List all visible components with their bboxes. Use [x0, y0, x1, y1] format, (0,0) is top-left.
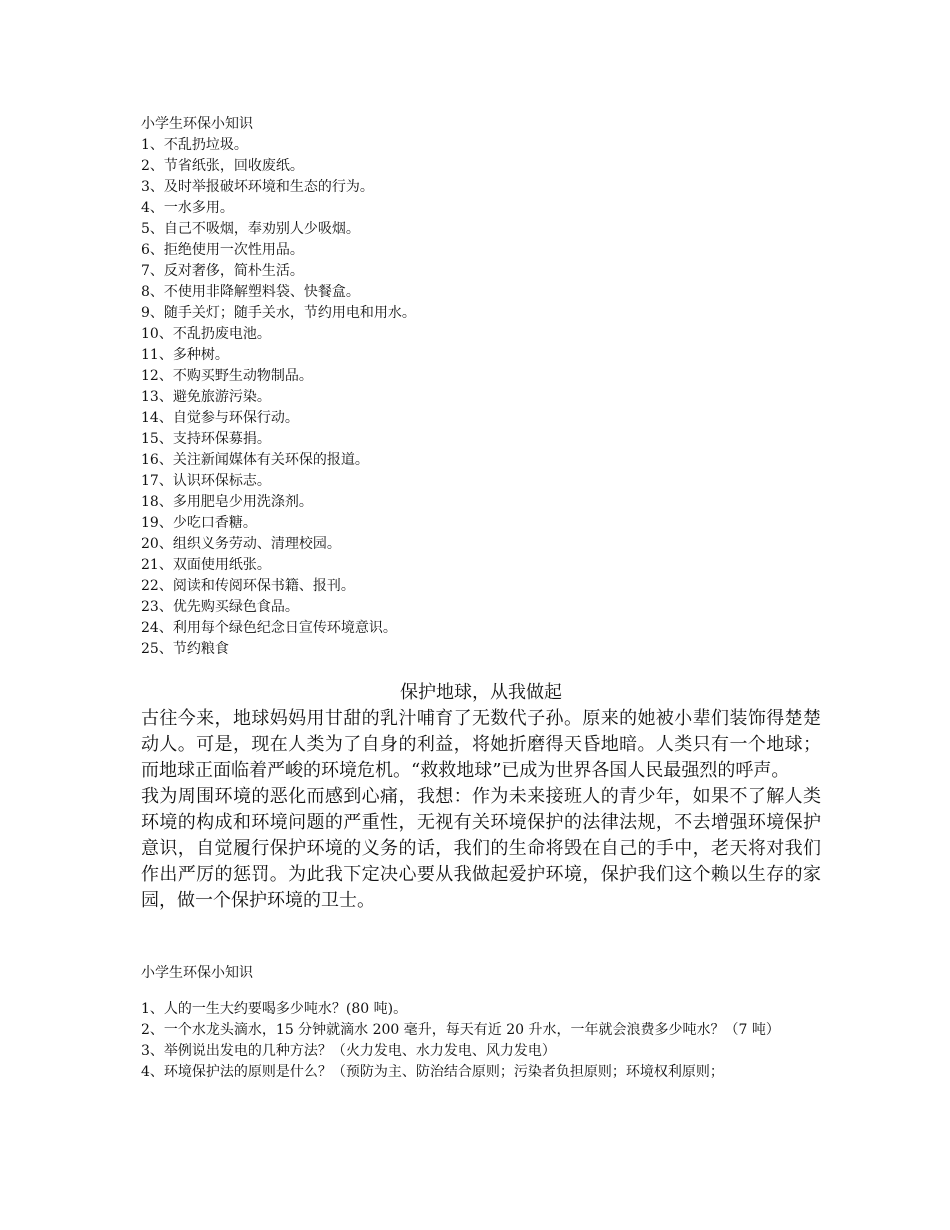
qa-title: 小学生环保小知识 [141, 965, 253, 981]
tip-item: 3、及时举报破坏环境和生态的行为。 [141, 179, 374, 195]
tip-item: 24、利用每个绿色纪念日宣传环境意识。 [141, 620, 397, 636]
tip-item: 6、拒绝使用一次性用品。 [141, 242, 304, 258]
tip-item: 1、不乱扔垃圾。 [141, 137, 248, 153]
qa-item: 4、环境保护法的原则是什么？（预防为主、防治结合原则；污染者负担原则；环境权利原则； [141, 1064, 724, 1080]
qa-item: 3、举例说出发电的几种方法？（火力发电、水力发电、风力发电） [141, 1043, 556, 1059]
essay-section [141, 680, 821, 914]
tip-item: 9、随手关灯；随手关水，节约用电和用水。 [141, 305, 416, 321]
tip-item: 8、不使用非降解塑料袋、快餐盒。 [141, 284, 360, 300]
tip-item: 21、双面使用纸张。 [141, 557, 271, 573]
tip-item: 20、组织义务劳动、清理校园。 [141, 536, 341, 552]
tip-item: 18、多用肥皂少用洗涤剂。 [141, 494, 313, 510]
tip-item: 4、一水多用。 [141, 200, 234, 216]
tip-item: 25、节约粮食 [141, 641, 229, 657]
tip-item: 13、避免旅游污染。 [141, 389, 271, 405]
qa-item: 2、一个水龙头滴水，15 分钟就滴水 200 毫升，每天有近 20 升水，一年就会浪费多少吨水？（7 吨） [141, 1022, 780, 1038]
tip-item: 14、自觉参与环保行动。 [141, 410, 299, 426]
tips-section [141, 114, 821, 660]
tip-item: 23、优先购买绿色食品。 [141, 599, 299, 615]
tips-title: 小学生环保小知识 [141, 116, 253, 132]
essay-title: 保护地球，从我做起 [400, 682, 562, 703]
qa-section [141, 963, 821, 1083]
tip-item: 10、不乱扔废电池。 [141, 326, 271, 342]
tip-item: 12、不购买野生动物制品。 [141, 368, 313, 384]
tip-item: 15、支持环保募捐。 [141, 431, 271, 447]
tip-item: 16、关注新闻媒体有关环保的报道。 [141, 452, 369, 468]
tip-item: 22、阅读和传阅环保书籍、报刊。 [141, 578, 355, 594]
tip-item: 19、少吃口香糖。 [141, 515, 257, 531]
tip-item: 7、反对奢侈，简朴生活。 [141, 263, 304, 279]
tips-list [141, 135, 821, 660]
tip-item: 11、多种树。 [141, 347, 229, 363]
tip-item: 17、认识环保标志。 [141, 473, 271, 489]
essay-paragraph: 我为周围环境的恶化而感到心痛，我想：作为未来接班人的青少年，如果不了解人类环境的构成和环境问题的严重性，无视有关环境保护的法律法规，不去增强环境保护意识，自觉履行保护环境的义务的话，我们的生命将毁在自己的手中，老天将对我们作出严厉的惩罚。为此我下定决心要从我做起爱护环境，保护我们这个赖以生存的家园，做一个保护环境的卫士。 [141, 786, 821, 911]
tip-item: 2、节省纸张，回收废纸。 [141, 158, 304, 174]
tip-item: 5、自己不吸烟，奉劝别人少吸烟。 [141, 221, 360, 237]
essay-paragraph: 古往今来，地球妈妈用甘甜的乳汁哺育了无数代子孙。原来的她被小辈们装饰得楚楚动人。可是，现在人类为了自身的利益，将她折磨得天昏地暗。人类只有一个地球；而地球正面临着严峻的环境危机。“救救地球”已成为世界各国人民最强烈的呼声。 [141, 708, 821, 781]
qa-item: 1、人的一生大约要喝多少吨水？(80 吨)。 [141, 1001, 408, 1017]
